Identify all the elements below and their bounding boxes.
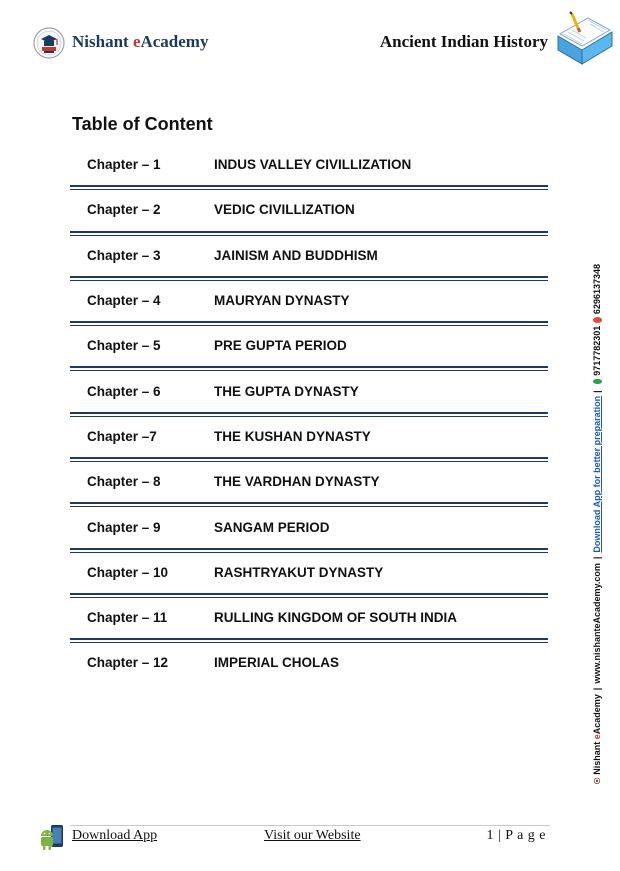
chapter-title: INDUS VALLEY CIVILLIZATION xyxy=(214,157,412,173)
side-banner-text xyxy=(586,264,608,784)
side-whatsapp[interactable]: 9717782301 xyxy=(592,325,602,376)
chapter-number: Chapter – 4 xyxy=(87,293,161,309)
side-banner xyxy=(586,264,608,784)
chapter-number: Chapter – 5 xyxy=(87,338,161,354)
toc-row[interactable] xyxy=(70,459,548,504)
brand-name: Nishant eAcademy xyxy=(72,32,209,51)
download-app-link[interactable]: Download App xyxy=(72,828,158,843)
chapter-title: RULLING KINGDOM OF SOUTH INDIA xyxy=(214,610,457,626)
chapter-number: Chapter – 1 xyxy=(87,157,161,173)
toc-row[interactable] xyxy=(70,278,548,323)
toc-row[interactable] xyxy=(70,640,548,685)
side-app-link[interactable]: Download App for better preparation xyxy=(592,395,602,553)
toc-row[interactable] xyxy=(70,504,548,549)
toc-row[interactable] xyxy=(70,233,548,278)
chapter-number: Chapter – 6 xyxy=(87,383,161,399)
visit-website-link[interactable]: Visit our Website xyxy=(264,828,361,843)
chapter-title: THE KUSHAN DYNASTY xyxy=(214,428,371,444)
academy-logo-icon xyxy=(33,27,65,59)
footer-divider xyxy=(70,825,550,826)
subject-title: Ancient Indian History xyxy=(379,32,548,51)
side-brand: Nishant eAcademy xyxy=(592,694,602,775)
chapter-title: THE GUPTA DYNASTY xyxy=(214,383,359,399)
toc-row[interactable] xyxy=(70,595,548,640)
separator: | xyxy=(592,556,602,560)
toc-row[interactable] xyxy=(70,550,548,595)
chapter-title: SANGAM PERIOD xyxy=(214,519,330,535)
toc-row[interactable] xyxy=(70,323,548,368)
chapter-number: Chapter – 10 xyxy=(87,564,169,580)
academy-mini-logo-icon xyxy=(592,778,602,784)
chapter-number: Chapter –7 xyxy=(87,428,157,444)
chapter-title: VEDIC CIVILLIZATION xyxy=(214,202,355,218)
toc-row[interactable] xyxy=(70,142,548,187)
separator: | xyxy=(592,390,602,393)
chapter-title: JAINISM AND BUDDHISM xyxy=(214,247,378,263)
chapter-title: THE VARDHAN DYNASTY xyxy=(214,474,380,490)
chapter-title: IMPERIAL CHOLAS xyxy=(214,655,340,671)
toc-row[interactable] xyxy=(70,414,548,459)
chapter-title: PRE GUPTA PERIOD xyxy=(214,338,347,354)
toc-row[interactable] xyxy=(70,187,548,232)
toc-list xyxy=(70,142,548,686)
side-website[interactable]: www.nishanteAcademy.com xyxy=(592,563,602,684)
chapter-number: Chapter – 9 xyxy=(87,519,161,535)
phone-icon xyxy=(593,317,602,323)
chapter-title: RASHTRYAKUT DYNASTY xyxy=(214,564,384,580)
side-phone[interactable]: 6296137348 xyxy=(592,264,602,315)
chapter-number: Chapter – 12 xyxy=(87,655,169,671)
page-header xyxy=(0,0,620,80)
page-number: 1 | P a g e xyxy=(486,828,546,843)
chapter-number: Chapter – 3 xyxy=(87,247,161,263)
chapter-number: Chapter – 2 xyxy=(87,202,161,218)
chapter-number: Chapter – 11 xyxy=(87,610,168,626)
chapter-title: MAURYAN DYNASTY xyxy=(214,293,350,309)
separator: | xyxy=(592,687,602,691)
toc-row[interactable] xyxy=(70,368,548,413)
chapter-number: Chapter – 8 xyxy=(87,474,161,490)
android-phone-icon xyxy=(38,823,66,851)
whatsapp-icon xyxy=(593,379,602,385)
open-book-icon xyxy=(552,6,618,68)
toc-title: Table of Content xyxy=(72,114,213,134)
